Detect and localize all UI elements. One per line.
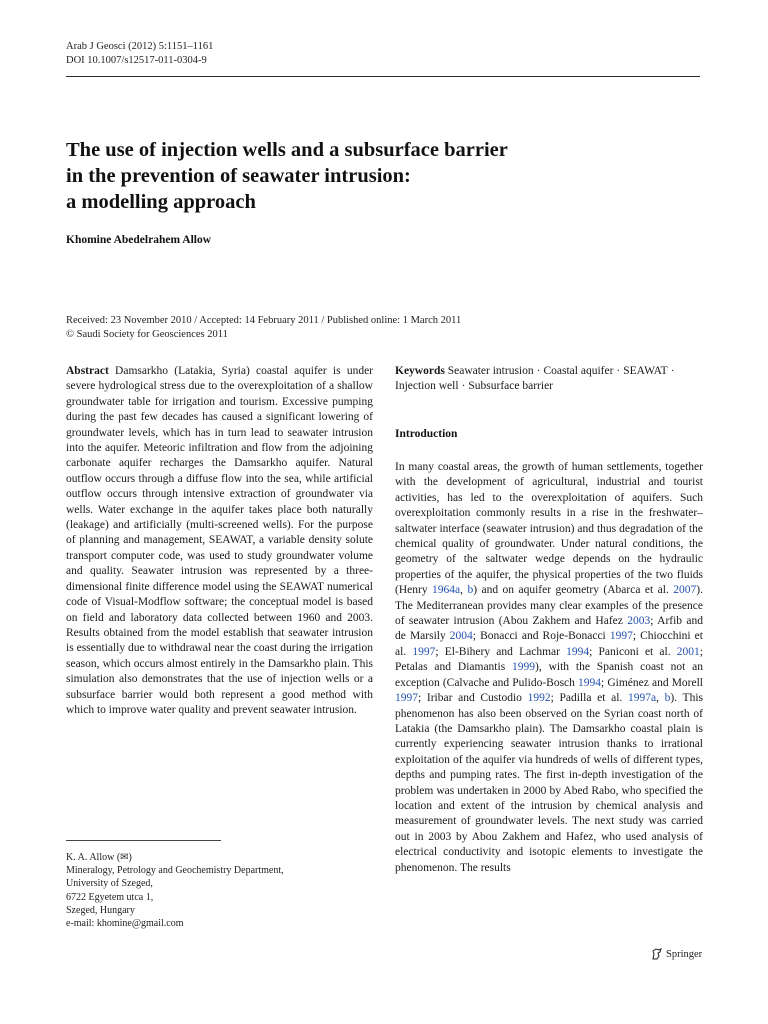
citation-link[interactable]: 1997 (412, 645, 436, 658)
intro-text: ; Arfib and de Marsily (395, 615, 703, 643)
intro-text: ) and on aquifer geometry (Abarca et al. (473, 584, 674, 597)
abstract-block (66, 364, 373, 718)
citation-link[interactable]: 1964a (432, 584, 461, 597)
intro-text: ; Paniconi et al. (589, 645, 677, 658)
citation-link[interactable]: b (664, 692, 671, 705)
keywords-paragraph: Keywords Seawater intrusion · Coastal aquifer · SEAWAT · Injection well · Subsurface barrier (395, 365, 675, 393)
citation-link[interactable]: 1994 (566, 645, 590, 658)
introduction-paragraph (395, 460, 703, 876)
intro-text: ). This phenomenon has also been observed on the Syrian coast north of Latakia (the Damsarkho plain). The Damsarkho coastal plain is currently experiencing seawater intrusion thanks to irrational exploitation of the aquifer via hundreds of wells of different types, depths and pumping rates. The first in-depth investigation of the problem was undertaken in 2000 by Abed Rabo, who specified the location and extent of the intrusion by chemical analysis and measurement of groundwater levels. The next study was carried out in 2003 by Abou Zakhem and Hafez, who used analysis of electrical conductivity and isotopic elements to investigate the phenomenon. The results (395, 692, 703, 874)
dates-line: Received: 23 November 2010 / Accepted: 14 February 2011 / Published online: 1 March 2011 (66, 315, 462, 326)
citation-link[interactable]: 1997 (609, 630, 633, 643)
paper-title (66, 137, 666, 215)
abstract-paragraph (66, 364, 373, 718)
citation-link[interactable]: 1997 (395, 692, 418, 705)
affiliation-name: K. A. Allow (✉) (66, 852, 132, 863)
affiliation-email[interactable]: e-mail: khomine@gmail.com (66, 918, 184, 930)
citation-link[interactable]: 2003 (627, 615, 651, 628)
journal-citation: Arab J Geosci (2012) 5:1151–1161 (66, 41, 214, 52)
abstract-text: Damsarkho (Latakia, Syria) coastal aquifer is under severe hydrological stress due to the overexploitation of a shallow groundwater table for irrigation and tourism. Excessive pumping during the past few decades has caused a significant lowering of groundwater levels, which has in turn lead to seawater intrusion into the aquifer. Meteoric infiltration and flow from the adjoining carbonate aquifer recharges the Damsarkho aquifer. Natural outflow occurs through a diffuse flow into the sea, while artificial outflow occurs through intensive extraction of groundwater via wells. Water exchange in the aquifer takes place both naturally (leakage) and artificially (multi-screened wells). For the purpose of planning and management, SEAWAT, a variable density solute transport computer code, was used to study groundwater volume and quality. Seawater intrusion was represented by a three-dimensional finite difference model using the SEAWAT numerical code of Visual-Modflow software; the conceptual model is based on field and laboratory data collected between 1960 and 2003. Results obtained from the model establish that seawater intrusion is essentially due to withdrawal near the coast during the irrigation season, which occurs almost entirely in the Damsarkho plain. This simulation also demonstrates that the use of injection wells or a subsurface barrier would both represent a good method with which to improve water quality and prevent seawater intrusion. (66, 365, 374, 716)
citation-link[interactable]: b (467, 584, 474, 597)
keywords-label: Keywords (395, 365, 445, 377)
affiliation-dept: Mineralogy, Petrology and Geochemistry Department, (66, 865, 284, 877)
citation-link[interactable]: 1997a (627, 692, 657, 705)
citation-link[interactable]: 1992 (527, 692, 551, 705)
header-rule (66, 76, 700, 77)
abstract-label: Abstract (66, 365, 109, 377)
intro-text: , (460, 584, 468, 597)
intro-text: ; Padilla et al. (550, 692, 628, 705)
footnote-rule (66, 840, 221, 841)
copyright-line: © Saudi Society for Geosciences 2011 (66, 328, 228, 340)
keyword: Coastal aquifer (543, 365, 614, 377)
introduction-block (395, 460, 703, 876)
intro-text: ; Petalas and Diamantis (395, 645, 703, 674)
author-name: Khomine Abedelrahem Allow (66, 234, 212, 246)
journal-header (66, 40, 213, 68)
citation-link[interactable]: 2007 (673, 584, 697, 597)
citation-link[interactable]: 1999 (512, 661, 536, 674)
title-line: a modelling approach (66, 191, 256, 213)
publisher-name: Springer (666, 948, 703, 960)
intro-text: ; Chiocchini et al. (395, 630, 703, 658)
affiliation-city: Szeged, Hungary (66, 904, 135, 916)
intro-text: , (656, 692, 665, 705)
title-line: in the prevention of seawater intrusion: (66, 165, 411, 187)
intro-text: ), with the Spanish coast not an exception (Calvache and Pulido-Bosch (395, 661, 703, 689)
author-affiliation (66, 851, 284, 930)
publisher-logo (651, 948, 702, 960)
intro-text: ; Bonacci and Roje-Bonacci (472, 630, 610, 643)
intro-text: ; Giménez and Morell (601, 676, 703, 689)
doi: DOI 10.1007/s12517-011-0304-9 (66, 55, 207, 66)
keyword: Subsurface barrier (468, 380, 554, 393)
springer-horse-icon (651, 948, 663, 960)
keyword: Seawater intrusion (447, 365, 534, 377)
intro-text: ; Iribar and Custodio (418, 692, 528, 705)
title-line: The use of injection wells and a subsurface barrier (66, 139, 508, 161)
keyword: Injection well (395, 380, 459, 393)
keywords-block (395, 364, 703, 395)
citation-link[interactable]: 2001 (676, 645, 700, 658)
intro-text: ; El-Bihery and Lachmar (435, 645, 567, 658)
intro-text: ). The Mediterranean provides many clear examples of the presence of seawater intrusion (Abou Zakhem and Hafez (395, 584, 703, 628)
citation-link[interactable]: 1994 (578, 676, 602, 689)
keyword: SEAWAT (623, 365, 668, 377)
section-heading-introduction: Introduction (395, 428, 458, 440)
affiliation-univ: University of Szeged, (66, 878, 153, 890)
publication-dates (66, 314, 461, 341)
affiliation-street: 6722 Egyetem utca 1, (66, 891, 154, 903)
citation-link[interactable]: 2004 (449, 630, 473, 643)
intro-text: In many coastal areas, the growth of human settlements, together with the development of agricultural, industrial and tourist activities, has led to the overexploitation of aquifers. Such overexploitation commonly results in a rise in the freshwater–saltwater interface (seawater intrusion) and thus degradation of the chemical quality of groundwater. Under natural conditions, the geometry of the saltwater wedge depends on the hydraulic properties of the aquifer, the physical properties of the two fluids (Henry (395, 461, 703, 597)
